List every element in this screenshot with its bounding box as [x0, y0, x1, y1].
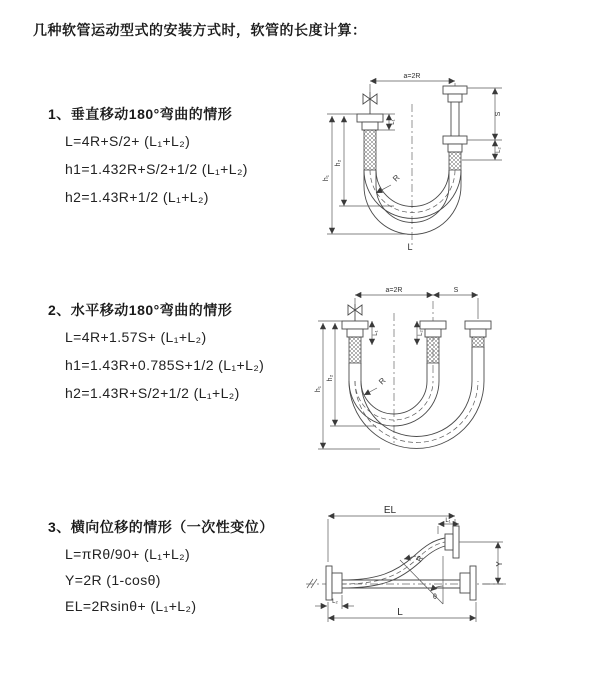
right-fitting [443, 86, 467, 170]
dimension-travel-s [433, 287, 478, 295]
centerline-break-mark [307, 579, 317, 588]
h2-label: h₂ [327, 374, 334, 382]
dimension-el [328, 505, 455, 562]
y-label: Y [495, 561, 504, 567]
page-title: 几种软管运动型式的安装方式时，软管的长度计算： [33, 22, 367, 38]
l-label: L [407, 242, 413, 252]
section-1-formula-h1: h1=1.432R+S/2+1/2 (L₁+L₂) [65, 161, 248, 177]
h1-label: h₁ [323, 174, 330, 182]
moved-fitting [465, 321, 491, 347]
section-1-formula-h2: h2=1.43R+1/2 (L₁+L₂) [65, 189, 209, 205]
radius-leader [376, 173, 402, 193]
h1-label: h₁ [315, 385, 322, 393]
hose-s-curve [342, 538, 445, 588]
section-3-heading: 3、横向位移的情形（一次性变位） [48, 519, 274, 535]
left-fitting-label: L₁ [390, 119, 396, 125]
section-2-formula-h1: h1=1.43R+0.785S+1/2 (L₁+L₂) [65, 357, 265, 373]
left-fitting [357, 114, 383, 170]
left-fitting [342, 321, 368, 363]
el-label: EL [383, 505, 397, 516]
section-3-formula-L: L=πRθ/90+ (L₁+L₂) [65, 546, 191, 562]
left-fitting-label: L₁ [373, 330, 379, 336]
diagram-horizontal-180-bend [310, 283, 590, 460]
dimension-left-fitting [372, 321, 379, 345]
mid-fitting-label: L₂ [418, 330, 424, 336]
hose-u-bend [364, 170, 461, 234]
right-fitting-label: L₂ [496, 147, 502, 153]
valve-icon [348, 304, 362, 321]
hose-u-bend-moved [349, 347, 484, 448]
h2-label: h₂ [335, 159, 342, 167]
dimension-left-fitting [315, 595, 354, 609]
section-1-heading: 1、垂直移动180°弯曲的情形 [48, 106, 233, 122]
upper-flange-moved [445, 526, 459, 558]
left-fitting-label: L₂ [332, 599, 338, 605]
left-flange [326, 566, 342, 600]
dimension-a2r [370, 73, 455, 92]
dimension-a2r [355, 287, 478, 319]
dimension-right-fitting [462, 140, 502, 160]
top-fitting-label: L₁ [445, 518, 451, 524]
dimension-travel-s [467, 88, 502, 140]
theta-label: θ [433, 594, 437, 601]
l-label: L [397, 607, 403, 618]
section-3-formula-EL: EL=2Rsinθ+ (L₁+L₂) [65, 598, 197, 614]
diagram-vertical-180-bend [312, 66, 592, 260]
r-label: R [377, 376, 388, 387]
valve-icon [363, 92, 377, 114]
section-1-formula-L: L=4R+S/2+ (L₁+L₂) [65, 133, 191, 149]
section-3-formula-Y: Y=2R (1-cosθ) [65, 572, 161, 588]
radius-leader [364, 376, 388, 395]
a2r-label: a=2R [403, 73, 421, 80]
s-label: S [453, 287, 459, 294]
a2r-label: a=2R [385, 287, 403, 294]
mid-fitting [420, 321, 446, 363]
section-2-formula-L: L=4R+1.57S+ (L₁+L₂) [65, 329, 207, 345]
r-label: R [391, 173, 402, 184]
s-label: S [495, 111, 502, 117]
section-2-heading: 2、水平移动180°弯曲的情形 [48, 302, 233, 318]
dimension-l [328, 602, 476, 622]
diagram-lateral-displacement [298, 502, 598, 644]
r-label: R [414, 553, 426, 564]
section-2-formula-h2: h2=1.43R+S/2+1/2 (L₁+L₂) [65, 385, 240, 401]
right-flange [460, 566, 476, 600]
